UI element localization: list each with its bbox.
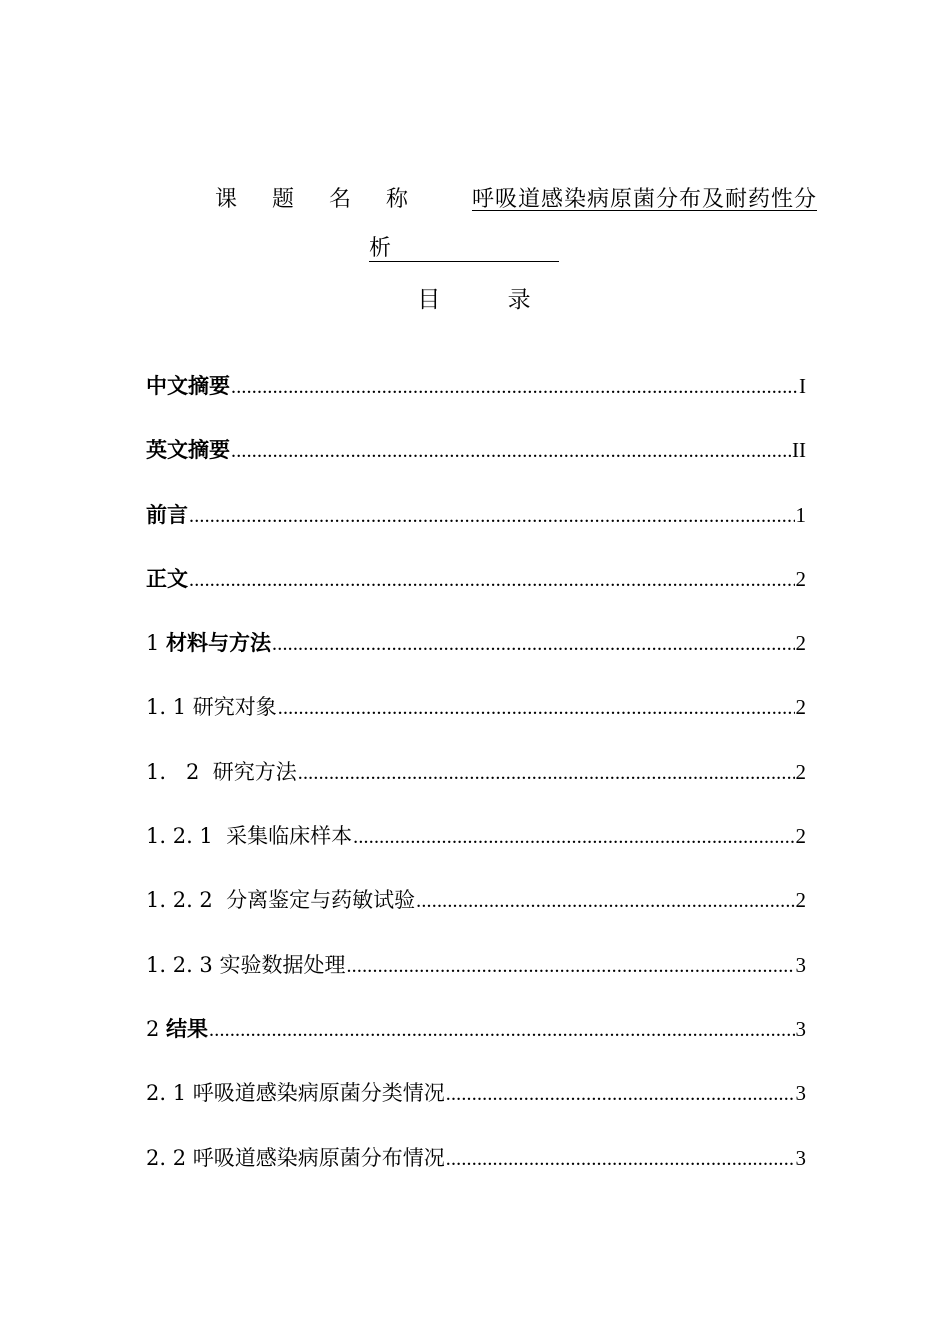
toc-dot-leader <box>278 690 795 726</box>
toc-page-number: 2 <box>795 631 806 656</box>
toc-entry-research-subjects[interactable] <box>146 689 806 753</box>
toc-page-number: II <box>792 438 806 463</box>
toc-page-number: 3 <box>795 952 806 977</box>
toc-page-number: 2 <box>795 759 806 784</box>
toc-entry-number: 1 <box>146 631 167 656</box>
toc-page-number: 2 <box>795 824 806 849</box>
toc-dot-leader <box>231 433 791 469</box>
toc-entry-label: 英文摘要 <box>146 438 230 463</box>
toc-entry-label: 1. 2. 2 分离鉴定与药敏试验 <box>146 888 416 913</box>
toc-entry-text: 材料与方法 <box>166 631 272 656</box>
toc-entry-pathogen-distribution[interactable] <box>146 1140 806 1204</box>
toc-entry-text: 结果 <box>166 1016 209 1041</box>
toc-page-number: 3 <box>795 1016 806 1041</box>
toc-entry-label: 1. 1 研究对象 <box>146 695 277 720</box>
toc-entry-chinese-abstract[interactable] <box>146 368 806 432</box>
toc-entry-clinical-samples[interactable] <box>146 818 806 882</box>
subject-line <box>215 184 817 216</box>
toc-dot-leader <box>231 369 798 405</box>
toc-page-number: I <box>799 374 806 398</box>
toc-entry-main-text[interactable] <box>146 561 806 625</box>
toc-dot-leader <box>446 1141 795 1177</box>
subject-label: 课 题 名 称 <box>215 187 422 212</box>
toc-entry-english-abstract[interactable] <box>146 432 806 496</box>
toc-entry-label: 2. 2 呼吸道感染病原菌分布情况 <box>146 1145 445 1170</box>
toc-entry-isolation-testing[interactable] <box>146 882 806 946</box>
toc-dot-leader <box>272 626 794 662</box>
toc-page-number: 3 <box>795 1081 806 1106</box>
toc-dot-leader <box>346 948 794 984</box>
toc-entry-results[interactable] <box>146 1011 806 1075</box>
toc-entry-materials-methods[interactable] <box>146 625 806 689</box>
subject-title-line2: 析 <box>369 233 559 262</box>
toc-dot-leader <box>298 755 795 791</box>
toc-entry-label: 1. 2. 1 采集临床样本 <box>146 824 353 849</box>
table-of-contents <box>146 368 806 1204</box>
toc-entry-label <box>146 625 271 661</box>
toc-entry-label: 中文摘要 <box>146 374 230 398</box>
toc-entry-label <box>146 1011 208 1047</box>
toc-entry-pathogen-classification[interactable] <box>146 1075 806 1139</box>
toc-page-number: 2 <box>795 695 806 720</box>
toc-dot-leader <box>446 1076 795 1112</box>
toc-entry-data-processing[interactable] <box>146 947 806 1011</box>
toc-page-number: 2 <box>795 566 806 591</box>
toc-entry-label: 1. 2. 3 实验数据处理 <box>146 952 346 977</box>
toc-dot-leader <box>209 1012 794 1048</box>
toc-entry-label: 2. 1 呼吸道感染病原菌分类情况 <box>146 1081 445 1106</box>
toc-dot-leader <box>189 498 795 534</box>
toc-entry-preface[interactable] <box>146 497 806 561</box>
toc-entry-label: 1. 2 研究方法 <box>146 759 297 784</box>
toc-dot-leader <box>416 883 794 919</box>
toc-entry-label: 前言 <box>146 502 188 527</box>
toc-dot-leader <box>353 819 794 855</box>
toc-page-number: 1 <box>795 502 806 527</box>
toc-dot-leader <box>189 562 795 598</box>
toc-entry-label: 正文 <box>146 566 188 591</box>
toc-entry-research-methods[interactable] <box>146 754 806 818</box>
toc-heading: 目 录 <box>417 287 561 313</box>
subject-title-line1: 呼吸道感染病原菌分布及耐药性分 <box>471 187 817 212</box>
toc-page-number: 3 <box>795 1145 806 1170</box>
toc-entry-number: 2 <box>146 1016 167 1041</box>
toc-page-number: 2 <box>795 888 806 913</box>
